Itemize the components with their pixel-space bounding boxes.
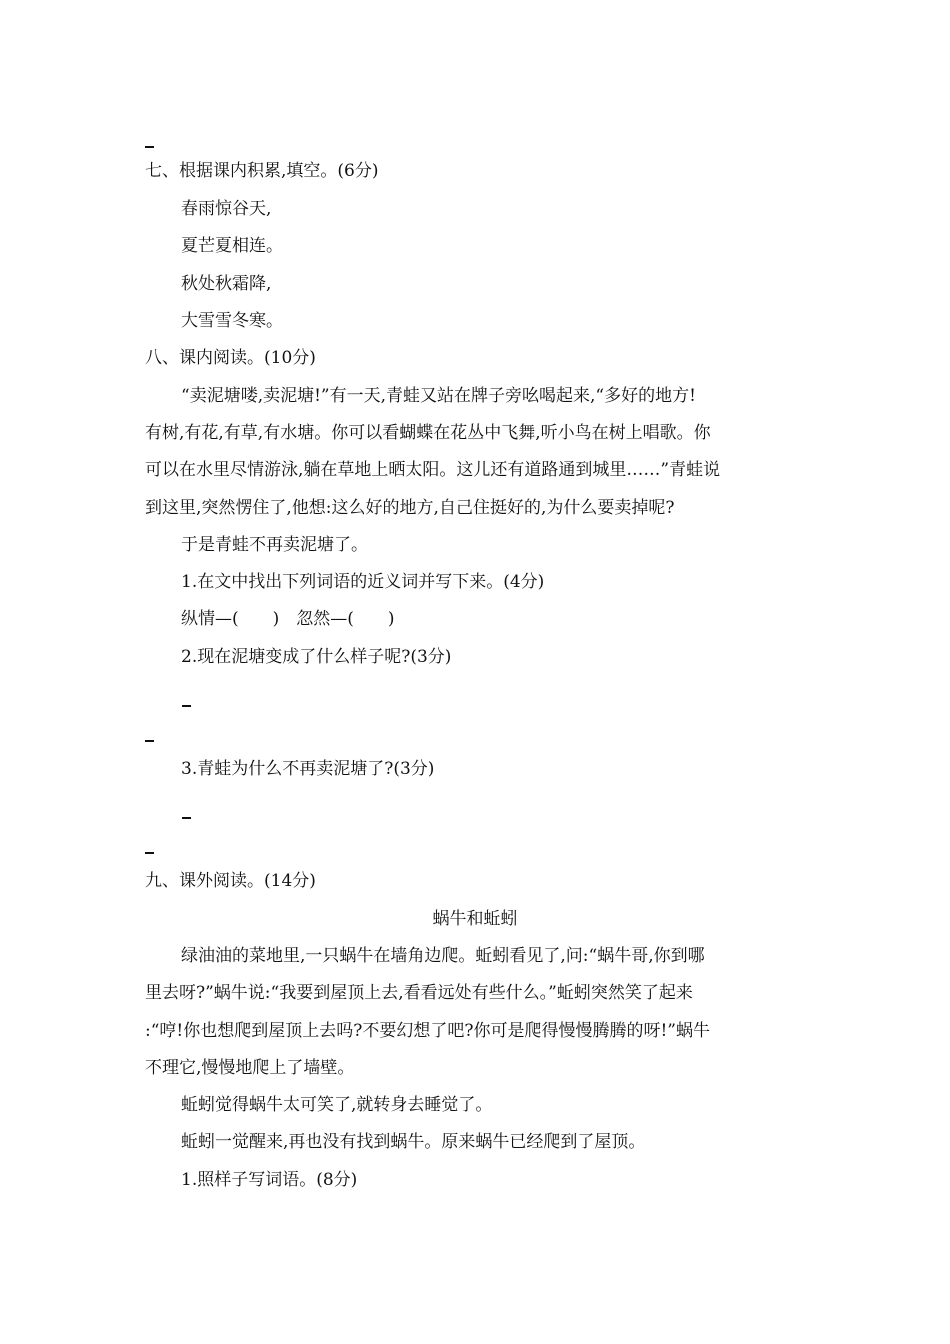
passage-line: 到这里,突然愣住了,他想:这么好的地方,自己住挺好的,为什么要卖掉呢? — [145, 498, 675, 518]
section-7-heading: 七、根据课内积累,填空。(6分) — [145, 161, 379, 181]
passage-line: 有树,有花,有草,有水塘。你可以看蝴蝶在花丛中飞舞,听小鸟在树上唱歌。你 — [145, 423, 711, 443]
passage-line: 不理它,慢慢地爬上了墙壁。 — [145, 1058, 355, 1078]
passage-line: “卖泥塘喽,卖泥塘!”有一天,青蛙又站在牌子旁吆喝起来,“多好的地方! — [181, 386, 696, 406]
passage-line: 绿油油的菜地里,一只蜗牛在墙角边爬。蚯蚓看见了,问:“蜗牛哥,你到哪 — [181, 946, 705, 966]
passage-line: 里去呀?”蜗牛说:“我要到屋顶上去,看看远处有些什么。”蚯蚓突然笑了起来 — [145, 983, 693, 1003]
answer-line-mark — [182, 817, 191, 819]
poem-line: 春雨惊谷天, — [181, 199, 272, 219]
question-1: 1.照样子写词语。(8分) — [181, 1170, 358, 1190]
passage-line: 蚯蚓觉得蜗牛太可笑了,就转身去睡觉了。 — [181, 1095, 493, 1115]
section-8-heading: 八、课内阅读。(10分) — [145, 348, 316, 368]
synonym-blanks: 纵情—( ) 忽然—( ) — [181, 609, 395, 629]
question-2: 2.现在泥塘变成了什么样子呢?(3分) — [181, 647, 452, 667]
poem-line: 大雪雪冬寒。 — [181, 311, 283, 331]
answer-line-mark — [145, 740, 154, 742]
passage-line: 蚯蚓一觉醒来,再也没有找到蜗牛。原来蜗牛已经爬到了屋顶。 — [181, 1132, 646, 1152]
passage-line: 可以在水里尽情游泳,躺在草地上晒太阳。这儿还有道路通到城里……”青蛙说 — [145, 460, 721, 480]
story-title: 蜗牛和蚯蚓 — [432, 909, 518, 929]
poem-line: 秋处秋霜降, — [181, 274, 272, 294]
passage-line: 于是青蛙不再卖泥塘了。 — [181, 535, 368, 555]
question-3: 3.青蛙为什么不再卖泥塘了?(3分) — [181, 759, 435, 779]
answer-line-mark — [145, 146, 154, 148]
answer-line-mark — [145, 852, 154, 854]
answer-line-mark — [182, 705, 191, 707]
poem-line: 夏芒夏相连。 — [181, 236, 283, 256]
section-9-heading: 九、课外阅读。(14分) — [145, 871, 316, 891]
passage-line: :“哼!你也想爬到屋顶上去吗?不要幻想了吧?你可是爬得慢慢腾腾的呀!”蜗牛 — [145, 1021, 710, 1041]
question-1: 1.在文中找出下列词语的近义词并写下来。(4分) — [181, 572, 545, 592]
